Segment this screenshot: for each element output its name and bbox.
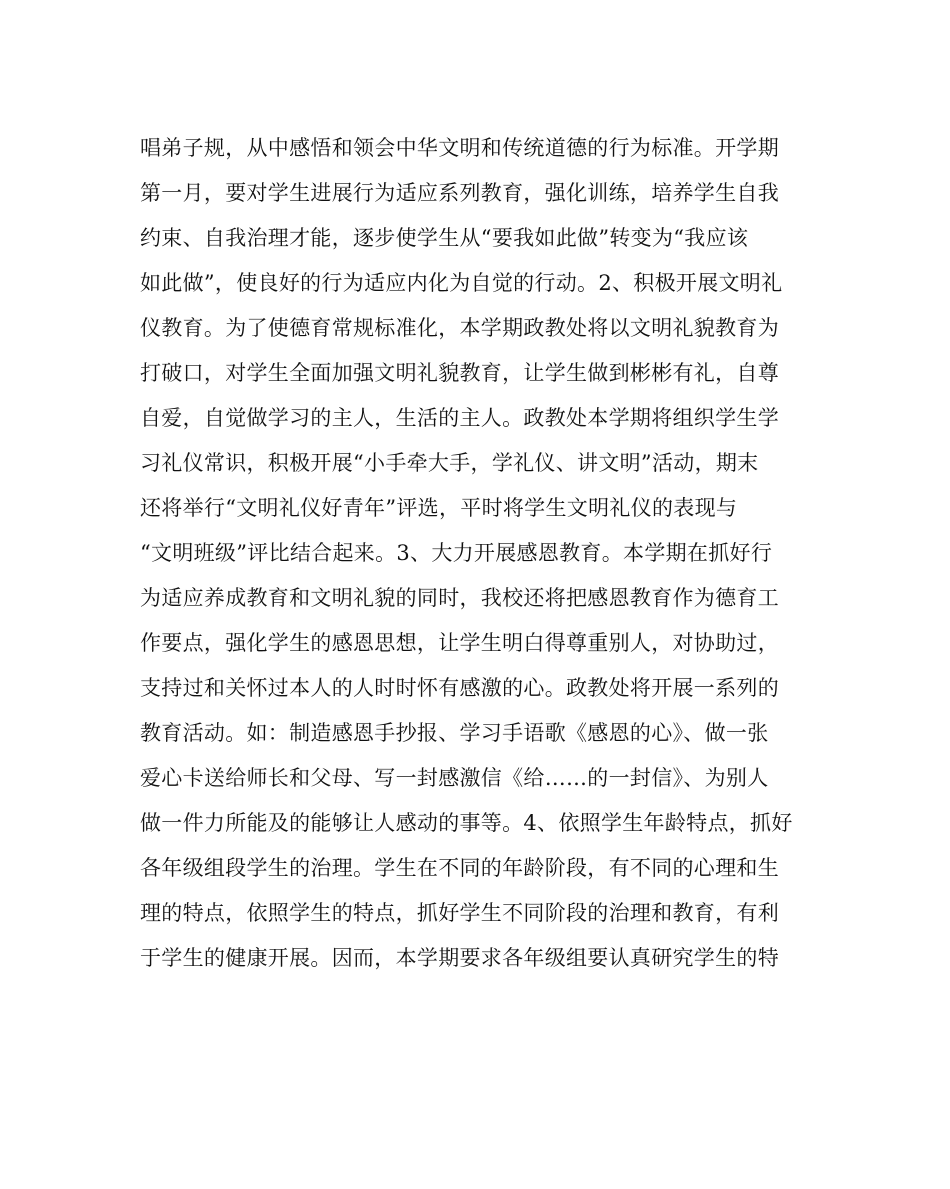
text-line: 作要点，强化学生的感恩思想，让学生明白得尊重别人，对协助过，: [140, 631, 779, 655]
text-line: 理的特点，依照学生的特点，抓好学生不同阶段的治理和教育，有利: [140, 901, 779, 925]
text-line: 各年级组段学生的治理。学生在不同的年龄阶段，有不同的心理和生: [140, 856, 779, 880]
text-line: “文明班级”评比结合起来。3、大力开展感恩教育。本学期在抓好行: [140, 541, 773, 565]
body-text: [140, 126, 830, 981]
text-line: 约束、自我治理才能，逐步使学生从“要我如此做”转变为“我应该: [140, 226, 749, 250]
text-line: 如此做”，使良好的行为适应内化为自觉的行动。2、积极开展文明礼: [140, 271, 783, 295]
text-line: 支持过和关怀过本人的人时时怀有感激的心。政教处将开展一系列的: [140, 676, 779, 700]
text-line: 第一月，要对学生进展行为适应系列教育，强化训练，培养学生自我: [140, 181, 779, 205]
text-line: 于学生的健康开展。因而，本学期要求各年级组要认真研究学生的特: [140, 946, 779, 970]
text-line: 仪教育。为了使德育常规标准化，本学期政教处将以文明礼貌教育为: [140, 316, 779, 340]
text-line: 做一件力所能及的能够让人感动的事等。4、依照学生年龄特点，抓好: [140, 811, 793, 835]
text-line: 自爱，自觉做学习的主人，生活的主人。政教处本学期将组织学生学: [140, 406, 779, 430]
text-line: 爱心卡送给师长和父母、写一封感激信《给……的一封信》、为别人: [140, 766, 769, 790]
text-line: 唱弟子规，从中感悟和领会中华文明和传统道德的行为标准。开学期: [140, 136, 779, 160]
text-line: 还将举行“文明礼仪好青年”评选，平时将学生文明礼仪的表现与: [140, 496, 738, 520]
text-line: 打破口，对学生全面加强文明礼貌教育，让学生做到彬彬有礼，自尊: [140, 361, 779, 385]
text-line: 习礼仪常识，积极开展“小手牵大手，学礼仪、讲文明”活动，期末: [140, 451, 759, 475]
text-line: 为适应养成教育和文明礼貌的同时，我校还将把感恩教育作为德育工: [140, 586, 779, 610]
text-line: 教育活动。如：制造感恩手抄报、学习手语歌《感恩的心》、做一张: [140, 721, 769, 745]
